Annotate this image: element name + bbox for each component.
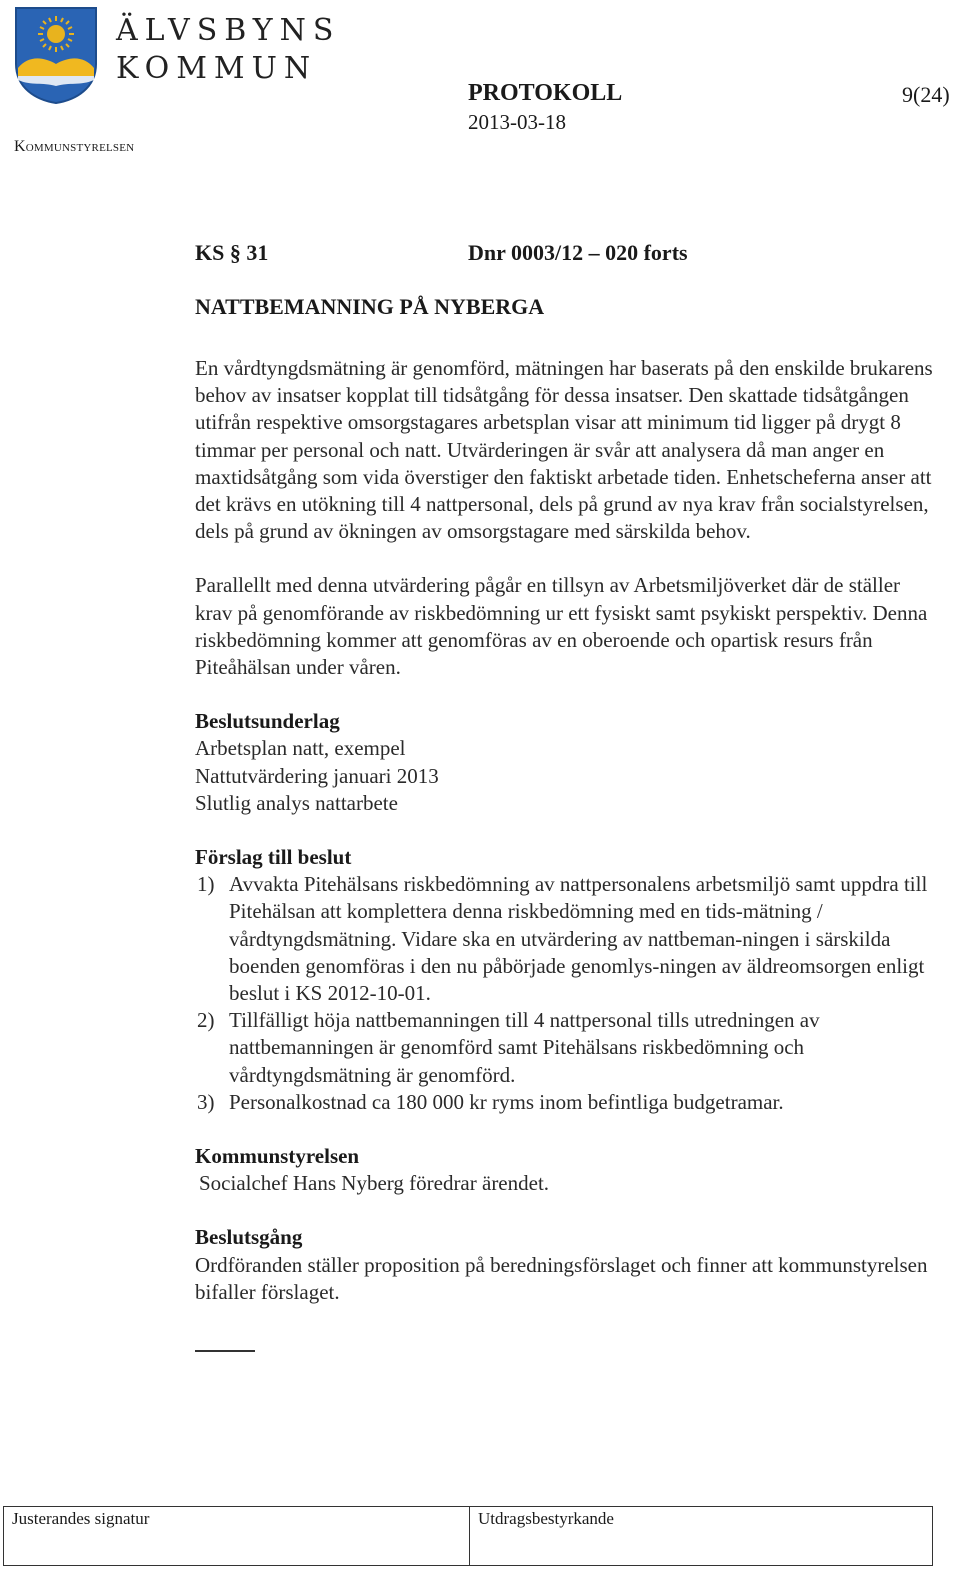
document-type: PROTOKOLL	[468, 80, 623, 106]
proposal-text: Avvakta Pitehälsans riskbedömning av nattpersonalens arbetsmiljö samt uppdra till Pitehälsan att komplettera denna riskbedömning med en tids-mätning / vårdtyngdsmätning. Vidare ska en utvärdering av nattbeman-ningen i särskilda boenden genomföras i den nu påbörjade genomlys-ningen av äldreomsorgen enligt beslut i KS 2012-10-01.	[229, 872, 928, 1006]
proposal-item	[195, 1007, 935, 1089]
case-diary-number: Dnr 0003/12 – 020 forts	[468, 240, 688, 265]
proposal-list	[195, 871, 935, 1116]
justerandes-signatur-field[interactable]	[4, 1507, 470, 1565]
page-number: 9(24)	[902, 82, 950, 107]
body-paragraph-1: En vårdtyngdsmätning är genomförd, mätningen har baserats på den enskilde brukarens behov av insatser kopplat till tidsåtgång för dessa insatser. Den skattade tidsåtgången utifrån respektive omsorgstagares arbetsplan visar att minimum tid ligger på drygt 8 timmar per personal och natt. Utvärderingen är svår att analysera då man anger en maxtidsåtgång som vida överstiger den faktiskt arbetade tiden. Enhetscheferna anser att det krävs en utökning till 4 nattpersonal, dels på grund av nya krav från socialstyrelsen, dels på grund av ökningen av omsorgstagare med särskilda behov.	[195, 356, 933, 544]
kommunstyrelsen-text: Socialchef Hans Nyberg föredrar ärendet.	[199, 1171, 550, 1196]
beslutsunderlag-section	[195, 708, 935, 817]
utdragsbestyrkande-field[interactable]	[470, 1507, 932, 1565]
organization-name	[116, 12, 340, 88]
beslutsunderlag-heading: Beslutsunderlag	[195, 709, 340, 734]
body-paragraph-2: Parallellt med denna utvärdering pågår en tillsyn av Arbetsmiljöverket där de ställer krav på genomförande av riskbedömning ur ett fysiskt samt psykiskt perspektiv. Denna riskbedömning kommer att genomföras av en oberoende och opartisk resurs från Piteåhälsan under våren.	[195, 573, 928, 680]
forslag-section	[195, 844, 935, 1116]
proposal-text: Tillfälligt höja nattbemanningen till 4 nattpersonal tills utredningen av nattbemanningen är genomförd samt Pitehälsans riskbedömning och vårdtyngdsmätning är genomförd.	[229, 1008, 820, 1087]
proposal-number: 2)	[197, 1008, 215, 1033]
utdragsbestyrkande-label: Utdragsbestyrkande	[478, 1509, 614, 1528]
beslutsunderlag-item: Slutlig analys nattarbete	[195, 790, 398, 815]
beslutsunderlag-item: Nattutvärdering januari 2013	[195, 763, 439, 788]
municipality-coat-of-arms-icon	[14, 6, 98, 104]
beslutsgang-heading: Beslutsgång	[195, 1225, 303, 1250]
case-title: NATTBEMANNING PÅ NYBERGA	[195, 294, 545, 319]
proposal-item	[195, 871, 935, 1007]
proposal-number: 3)	[197, 1089, 215, 1114]
proposal-number: 1)	[197, 872, 215, 897]
proposal-text: Personalkostnad ca 180 000 kr ryms inom befintliga budgetramar.	[229, 1089, 784, 1114]
forslag-heading: Förslag till beslut	[195, 845, 352, 870]
document-date: 2013-03-18	[468, 110, 566, 134]
section-end-rule	[195, 1350, 255, 1352]
document-body	[195, 355, 935, 1333]
department-name: Kommunstyrelsen	[14, 138, 135, 155]
case-paragraph-id: KS § 31	[195, 240, 269, 265]
kommunstyrelsen-heading: Kommunstyrelsen	[195, 1144, 360, 1169]
beslutsgang-section	[195, 1224, 935, 1306]
beslutsgang-text: Ordföranden ställer proposition på beredningsförslaget och finner att kommunstyrelsen bifaller förslaget.	[195, 1252, 928, 1304]
beslutsunderlag-item: Arbetsplan natt, exempel	[195, 736, 406, 761]
signature-footer	[3, 1506, 933, 1566]
justerandes-signatur-label: Justerandes signatur	[12, 1509, 150, 1528]
proposal-item	[195, 1089, 935, 1116]
kommunstyrelsen-section	[195, 1143, 935, 1197]
org-name-line-1: ÄLVSBYNS	[116, 13, 341, 48]
org-name-line-2: KOMMUN	[116, 51, 318, 86]
